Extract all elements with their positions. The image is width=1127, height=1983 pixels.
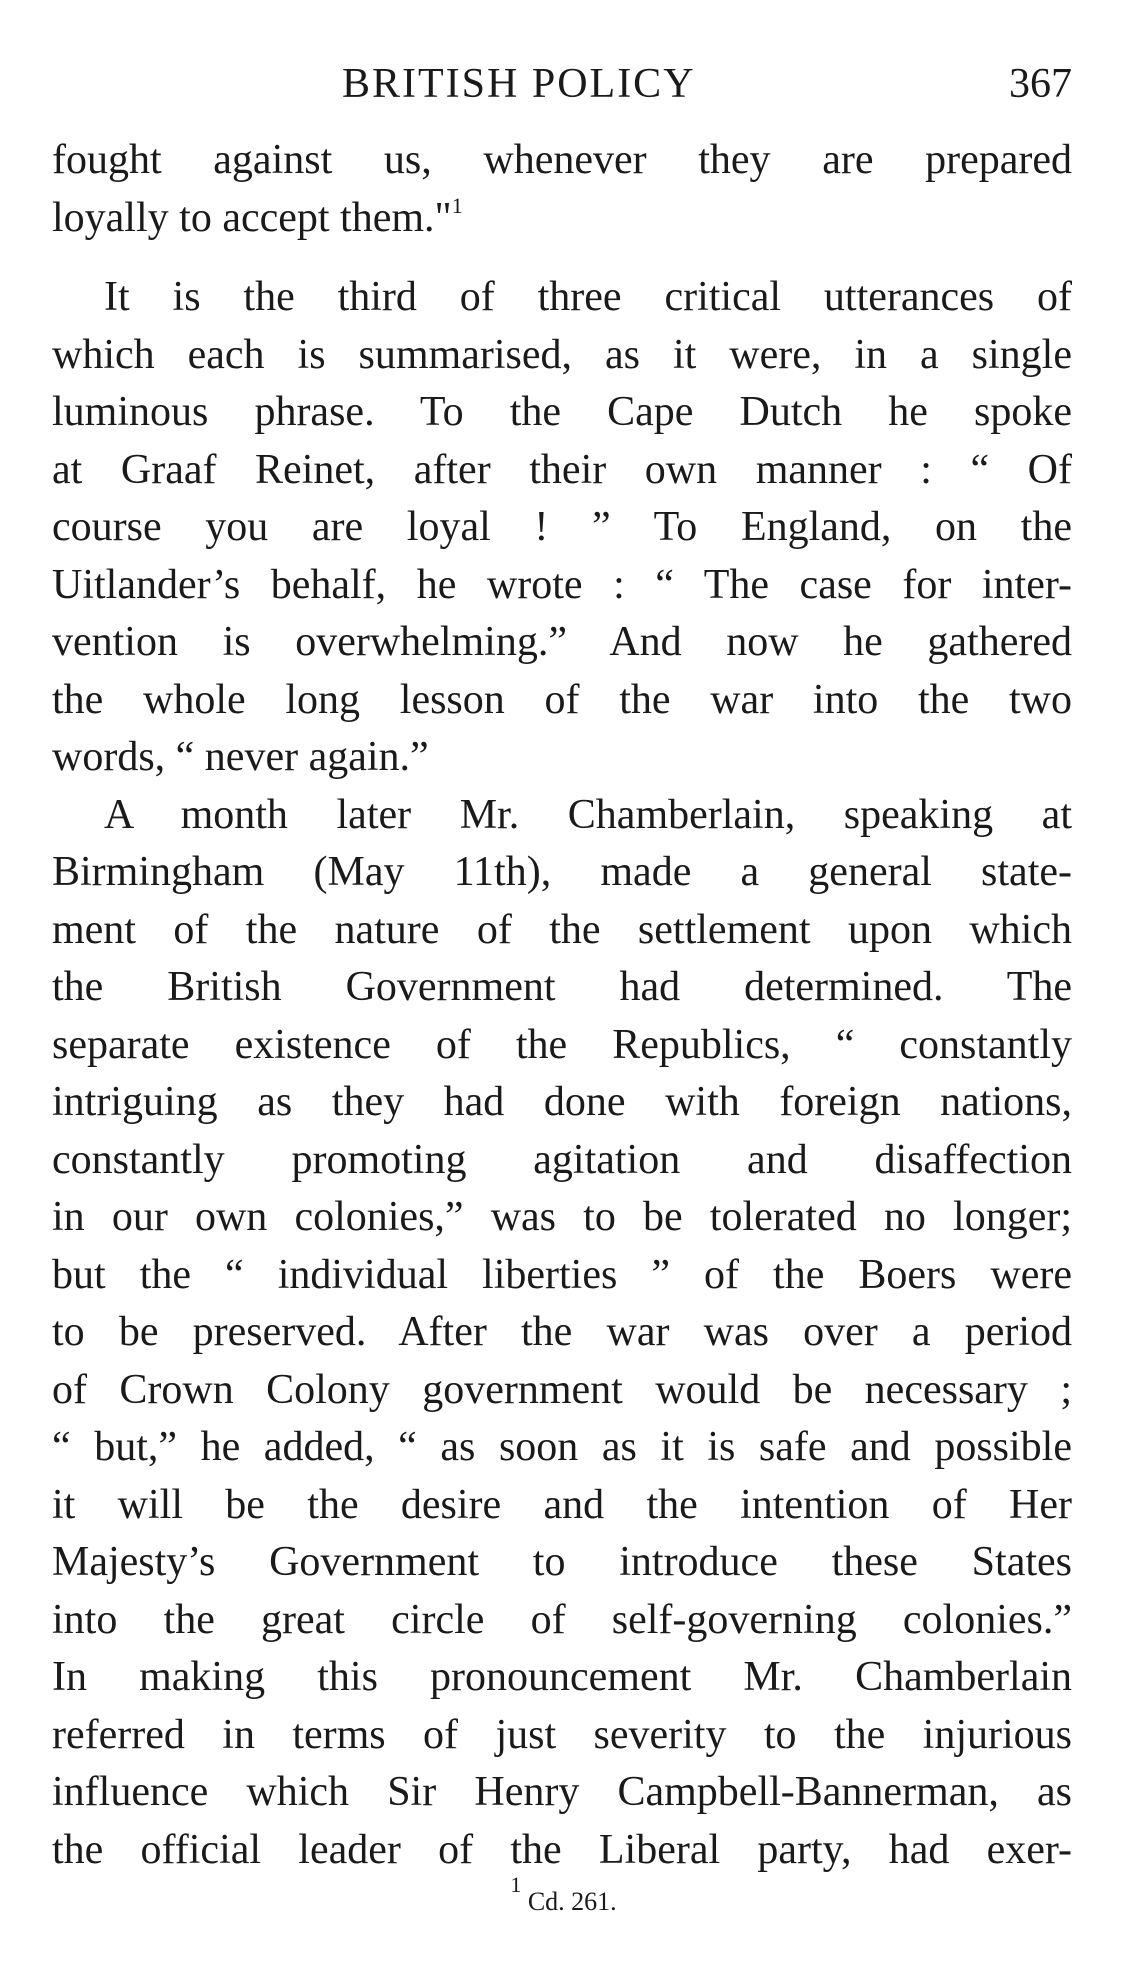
text-line: but the “ individual liberties ” of the Boers were: [52, 1251, 1072, 1298]
footnote: [0, 1872, 1127, 1917]
page-number: 367: [1009, 61, 1072, 107]
text-line: It is the third of three critical utterances of: [104, 274, 1072, 320]
page-header: [52, 60, 1072, 120]
text-line: it will be the desire and the intention of Her: [52, 1481, 1072, 1528]
text-line: in our own colonies,” was to be tolerated no longer;: [52, 1194, 1072, 1240]
text-line: at Graaf Reinet, after their own manner : “ Of: [52, 446, 1072, 493]
text-line: which each is summarised, as it were, in a single: [52, 331, 1072, 378]
text-line-with-footnote: [52, 190, 1072, 248]
text-line: “ but,” he added, “ as soon as it is safe and possible: [52, 1424, 1072, 1470]
footnote-reference: 1: [451, 192, 463, 218]
text-line: the whole long lesson of the war into the two: [52, 676, 1072, 723]
text-line: In making this pronouncement Mr. Chamberlain: [52, 1654, 1072, 1700]
text-line: the official leader of the Liberal party, had exer-: [52, 1826, 1072, 1873]
text-line: constantly promoting agitation and disaffection: [52, 1136, 1072, 1183]
text-line: ment of the nature of the settlement upon which: [52, 906, 1072, 953]
text-line: influence which Sir Henry Campbell-Bannerman, as: [52, 1769, 1072, 1815]
text-line: of Crown Colony government would be necessary ;: [52, 1366, 1072, 1413]
text-line: luminous phrase. To the Cape Dutch he spoke: [52, 389, 1072, 435]
text-line: words, “ never again.”: [52, 734, 429, 780]
text-line: fought against us, whenever they are prepared: [52, 137, 1072, 183]
text-line: A month later Mr. Chamberlain, speaking at: [104, 791, 1072, 838]
text-line: separate existence of the Republics, “ constantly: [52, 1021, 1072, 1068]
text-line: vention is overwhelming.” And now he gathered: [52, 619, 1072, 665]
running-title: BRITISH POLICY: [342, 61, 696, 107]
body-text: [52, 132, 1072, 1879]
text-line: to be preserved. After the war was over a period: [52, 1309, 1072, 1355]
text-line: into the great circle of self-governing colonies.”: [52, 1596, 1072, 1643]
footnote-marker: 1: [510, 1872, 522, 1897]
text-line: loyally to accept them.": [52, 194, 452, 241]
text-line: the British Government had determined. The: [52, 964, 1072, 1010]
text-line: Birmingham (May 11th), made a general state-: [52, 849, 1072, 895]
text-line: referred in terms of just severity to the injurious: [52, 1711, 1072, 1758]
text-line: course you are loyal ! ” To England, on the: [52, 504, 1072, 550]
paragraph-gap: [52, 247, 1072, 269]
text-line: intriguing as they had done with foreign nations,: [52, 1079, 1072, 1125]
text-line: Uitlander’s behalf, he wrote : “ The case for inter-: [52, 561, 1072, 608]
text-line: Majesty’s Government to introduce these States: [52, 1539, 1072, 1585]
footnote-text: Cd. 261.: [527, 1887, 617, 1916]
